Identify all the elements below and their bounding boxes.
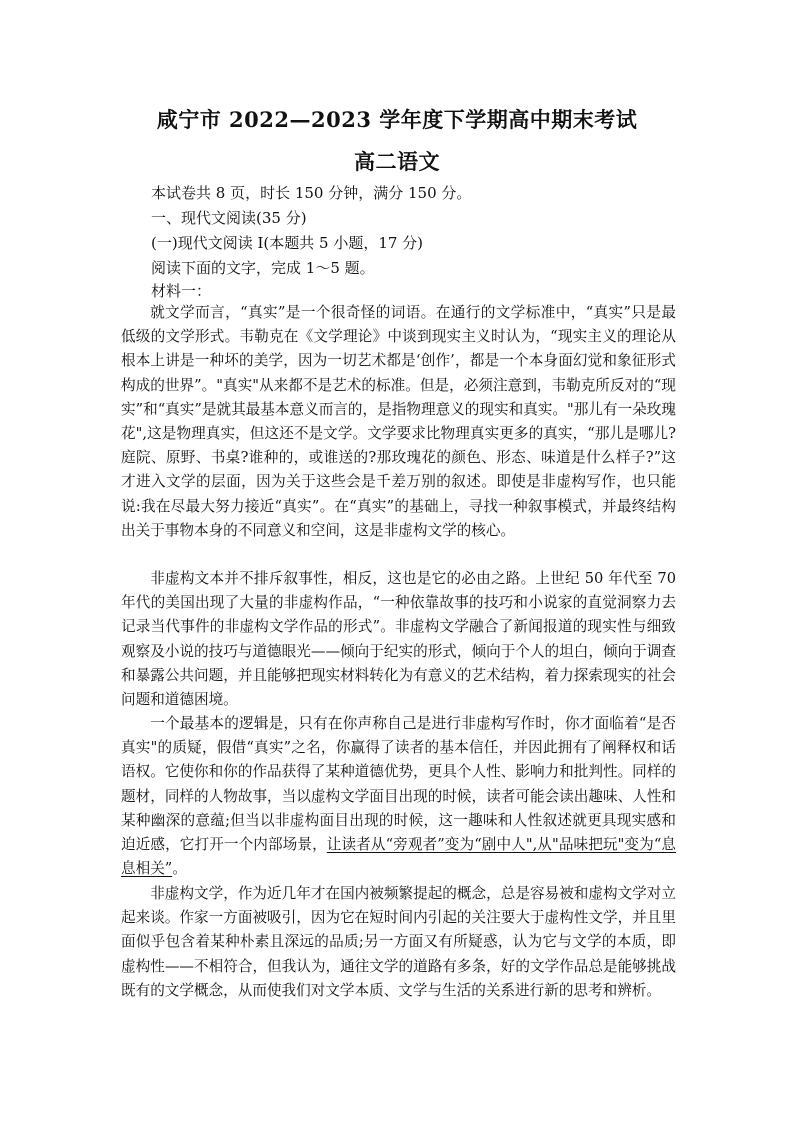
section-heading: 一、现代文阅读(35 分) [151,209,307,227]
paragraph-3 [121,712,676,881]
underlined-sentence: 让读者从“旁观者”变为“剧中人",从"品味把玩"变为“息息相关” [121,836,676,878]
exam-subject: 高二语文 [354,149,440,174]
paragraph-2: 非虚构文本并不排斥叙事性，相反，这也是它的必由之路。上世纪 50 年代至 70 年代的美国出现了大量的非虚构作品，“一种依靠故事的技巧和小说家的直觉洞察力去记录当代事件的非虚构文学作品的形式”。非虚构文学融合了新闻报道的现实性与细致观察及小说的技巧与道德眼光——倾向于纪实的形式，倾向于个人的坦白，倾向于调查和暴露公共问题，并且能够把现实材料转化为有意义的艺术结构，着力探索现实的社会问题和道德困境。 [121,570,676,709]
reading-instruction: 阅读下面的文字，完成 1～5 题。 [151,259,375,277]
material-label: 材料一： [151,282,212,300]
paragraph-1: 就文学而言，“真实”是一个很奇怪的词语。在通行的文学标准中，“真实”只是最低级的文学形式。韦勒克在《文学理论》中谈到现实主义时认为，“现实主义的理论从根本上讲是一种坏的美学，因为一切艺术都是‘创作’，都是一个本身面幻觉和象征形式构成的世界”。"真实"从来都不是艺术的标准。但是，必须注意到，韦勒克所反对的“现实”和“真实”是就其最基本意义而言的，是指物理意义的现实和真实。"那儿有一朵玫瑰花",这是物理真实，但这还不是文学。文学要求比物理真实更多的真实，“那儿是哪儿?庭院、原野、书桌?谁种的，或谁送的?那玫瑰花的颜色、形态、味道是什么样子?”这才进入文学的层面，因为关于这些会是千差万别的叙述。即使是非虚构写作，也只能说:我在尽最大努力接近“真实”。在“真实”的基础上，寻找一种叙事模式，并最终结构出关于事物本身的不同意义和空间，这是非虚构文学的核心。 [121,304,676,539]
exam-info-line: 本试卷共 8 页，时长 150 分钟，满分 150 分。 [151,184,472,202]
exam-title: 咸宁市 2022—2023 学年度下学期高中期末考试 [156,107,638,132]
paragraph-4: 非虚构文学，作为近几年才在国内被频繁提起的概念，总是容易被和虚构文学对立起来谈。作家一方面被吸引，因为它在短时间内引起的关注要大于虚构性文学，并且里面似乎包含着某种朴素且深远的品质;另一方面又有所疑惑，认为它与文学的本质，即虚构性——不相符合，但我认为，通往文学的道路有多条，好的文学作品总是能够挑战既有的文学概念，从而使我们对文学本质、文学与生活的关系进行新的思考和辨析。 [121,885,676,999]
subsection-heading: (一)现代文阅读 I(本题共 5 小题，17 分) [151,234,424,252]
paragraph-3-end: 。 [172,860,187,878]
paragraph-3-text: 一个最基本的逻辑是，只有在你声称自己是进行非虚构写作时，你才面临着“是否真实"的质疑，假借“真实”之名，你赢得了读者的基本信任，并因此拥有了阐释权和话语权。它使你和你的作品获得了某种道德优势，更具个人性、影响力和批判性。同样的题材，同样的人物故事，当以虚构文学面目出现的时候，读者可能会读出趣味、人性和某种幽深的意蕴;但当以非虚构面目出现的时候，这一趣味和人性叙述就更具现实感和迫近感，它打开一个内部场景， [121,715,676,854]
